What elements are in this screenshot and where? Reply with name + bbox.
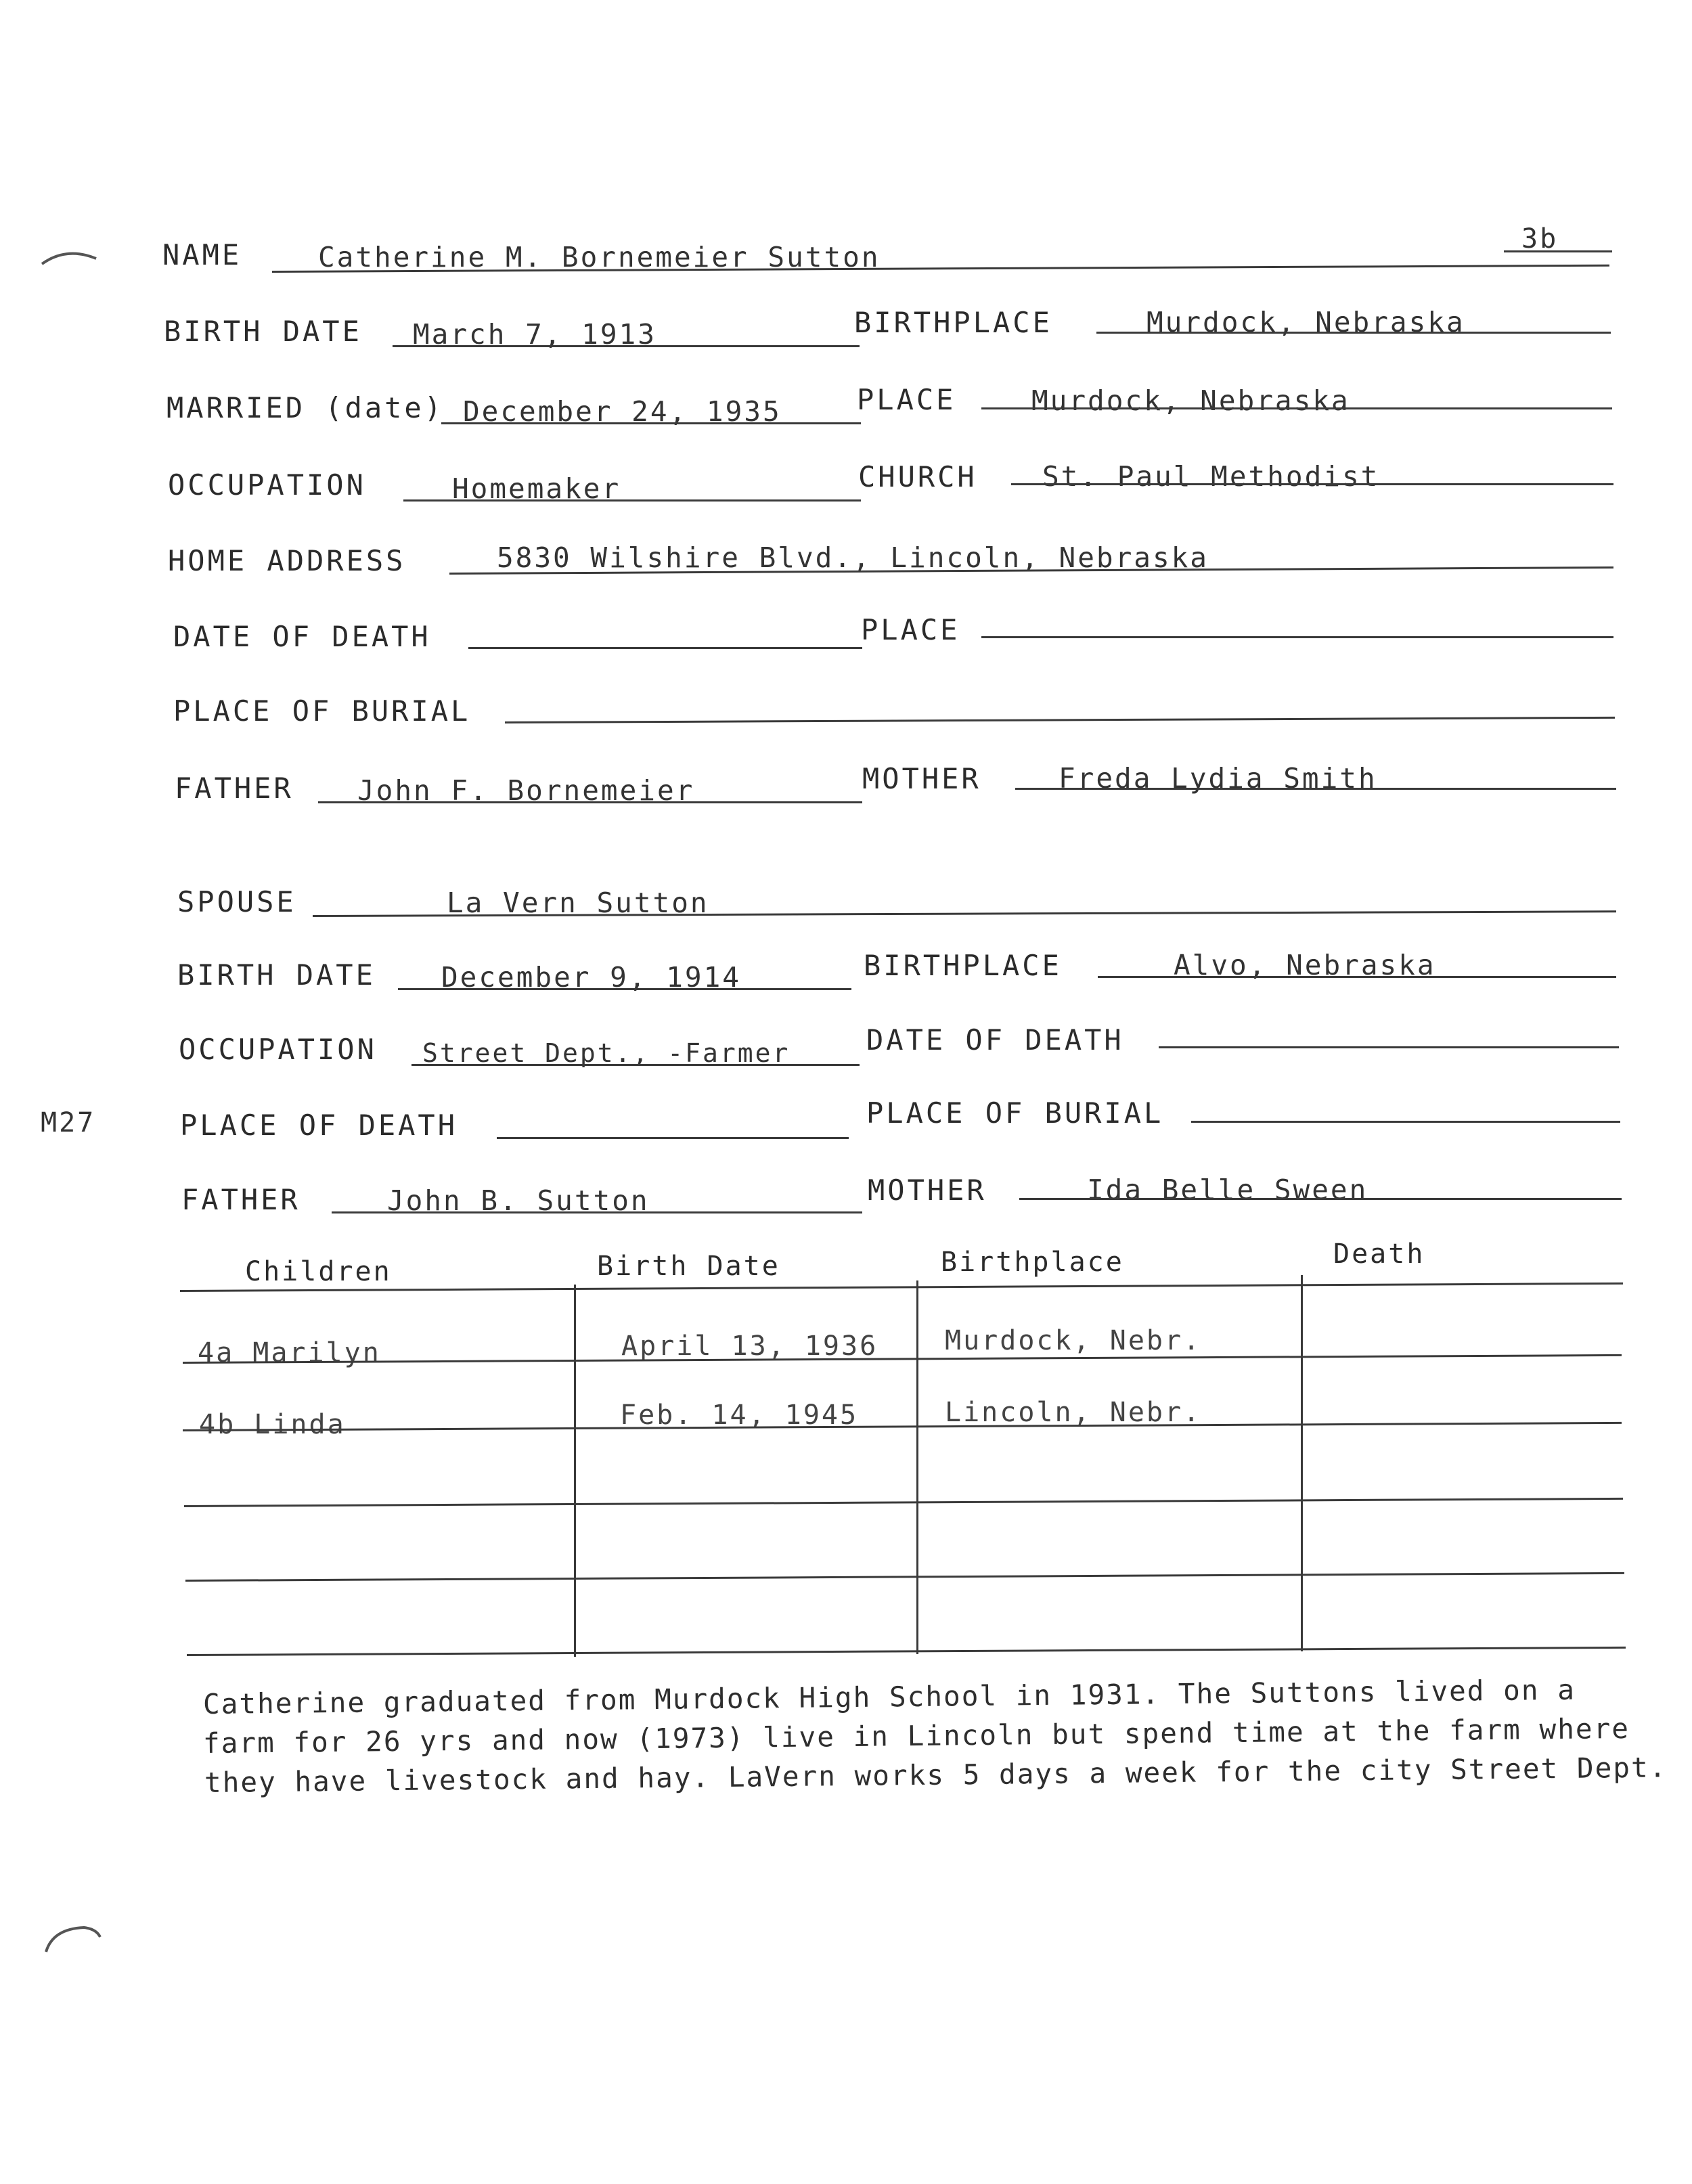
spouse-birthplace: Alvo, Nebraska <box>1174 949 1436 981</box>
narrative-line-2: farm for 26 yrs and now (1973) live in Lincoln but spend time at the farm where <box>202 1712 1630 1760</box>
spouse-birth-date-label: BIRTH DATE <box>177 958 376 991</box>
binder-hole-mark-bottom <box>43 1922 104 1963</box>
spouse-place-of-burial-field <box>1191 1121 1620 1123</box>
person-father: John F. Bornemeier <box>357 774 695 807</box>
spouse-birthplace-label: BIRTHPLACE <box>864 949 1062 982</box>
child-2-birthplace: Lincoln, Nebr. <box>945 1397 1202 1428</box>
table-col-divider-1 <box>574 1285 576 1657</box>
spouse-birth-date: December 9, 1914 <box>441 961 741 994</box>
margin-code: M27 <box>41 1107 96 1138</box>
person-birth-date: March 7, 1913 <box>413 318 656 351</box>
home-address-label: HOME ADDRESS <box>168 544 406 577</box>
date-of-death-field <box>468 647 862 649</box>
child-2-birth-date: Feb. 14, 1945 <box>620 1400 859 1431</box>
child-2-name: 4b Linda <box>199 1409 346 1440</box>
person-church: St. Paul Methodist <box>1042 460 1380 493</box>
person-mother: Freda Lydia Smith <box>1059 762 1377 795</box>
table-col-divider-2 <box>916 1280 918 1654</box>
birthplace-label: BIRTHPLACE <box>854 306 1052 339</box>
binder-hole-mark-top <box>39 244 100 271</box>
spouse-place-of-burial-label: PLACE OF BURIAL <box>866 1096 1164 1130</box>
church-label: CHURCH <box>858 460 977 493</box>
date-of-death-label: DATE OF DEATH <box>173 620 431 653</box>
spouse-name: La Vern Sutton <box>447 887 709 919</box>
spouse-mother: Ida Belle Sween <box>1087 1174 1368 1206</box>
person-home-address: 5830 Wilshire Blvd., Lincoln, Nebraska <box>497 541 1209 574</box>
spouse-place-of-death-label: PLACE OF DEATH <box>180 1109 458 1142</box>
narrative-line-1: Catherine graduated from Murdock High School in 1931. The Suttons lived on a <box>202 1673 1576 1720</box>
table-header-line <box>180 1283 1623 1292</box>
person-birthplace: Murdock, Nebraska <box>1146 306 1465 338</box>
spouse-place-of-death-field <box>497 1137 849 1139</box>
table-bottom-line <box>187 1647 1626 1656</box>
married-place-label: PLACE <box>857 383 956 416</box>
occupation-label: OCCUPATION <box>168 468 366 502</box>
table-row-line-1 <box>183 1354 1622 1364</box>
table-col-divider-3 <box>1301 1275 1303 1651</box>
spouse-father-label: FATHER <box>181 1183 300 1216</box>
spouse-date-of-death-field <box>1159 1046 1619 1048</box>
table-row-line-3 <box>184 1498 1623 1507</box>
place-of-burial-field <box>505 717 1615 723</box>
spouse-occupation-label: OCCUPATION <box>179 1033 377 1066</box>
father-label: FATHER <box>175 772 294 805</box>
married-label: MARRIED (date) <box>166 391 445 424</box>
child-1-birthplace: Murdock, Nebr. <box>945 1325 1202 1356</box>
death-place-field <box>981 636 1613 638</box>
person-occupation: Homemaker <box>452 472 621 505</box>
spouse-label: SPOUSE <box>177 885 296 918</box>
name-label: NAME <box>162 238 242 271</box>
narrative-line-3: they have livestock and hay. LaVern works 5 days a week for the city Street Dept. <box>204 1751 1668 1799</box>
mother-label: MOTHER <box>862 762 981 795</box>
table-row-line-2 <box>183 1422 1622 1431</box>
person-married-place: Murdock, Nebraska <box>1031 384 1350 417</box>
birth-date-header: Birth Date <box>597 1251 780 1282</box>
child-1-birth-date: April 13, 1936 <box>621 1331 878 1362</box>
birthplace-header: Birthplace <box>941 1247 1124 1278</box>
spouse-date-of-death-label: DATE OF DEATH <box>866 1023 1124 1056</box>
page-id: 3b <box>1521 223 1559 254</box>
death-place-label: PLACE <box>861 613 960 646</box>
person-married-date: December 24, 1935 <box>463 395 782 428</box>
person-name: Catherine M. Bornemeier Sutton <box>318 241 881 273</box>
death-header: Death <box>1333 1239 1425 1270</box>
spouse-occupation: Street Dept., -Farmer <box>422 1038 791 1068</box>
table-row-line-4 <box>185 1572 1624 1582</box>
child-1-name: 4a Marilyn <box>198 1337 381 1368</box>
place-of-burial-label: PLACE OF BURIAL <box>173 694 471 728</box>
spouse-father: John B. Sutton <box>387 1184 650 1217</box>
spouse-mother-label: MOTHER <box>868 1174 987 1207</box>
birth-date-label: BIRTH DATE <box>164 315 362 348</box>
children-header: Children <box>245 1256 392 1287</box>
